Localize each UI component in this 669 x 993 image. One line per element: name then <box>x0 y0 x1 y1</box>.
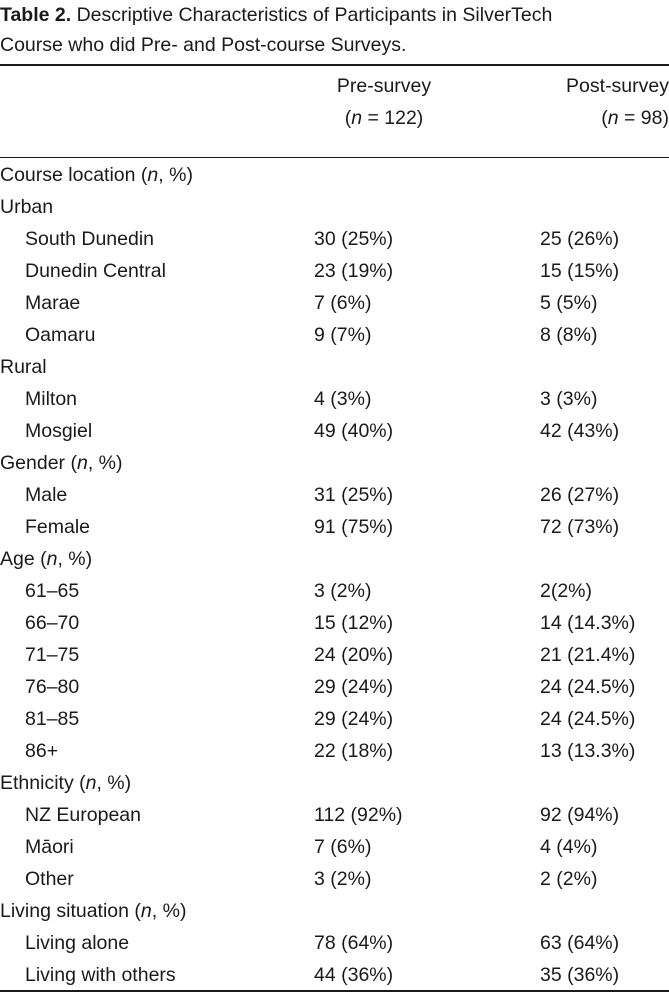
row-label: Male <box>25 484 68 506</box>
table-row <box>0 831 669 863</box>
table-section-row <box>0 447 669 479</box>
row-label: Ethnicity (n, %) <box>0 772 132 794</box>
pre-survey-cell: 31 (25%) <box>314 484 394 506</box>
table-section-row <box>0 895 669 927</box>
table-row <box>0 479 669 511</box>
row-label: NZ European <box>25 804 141 826</box>
post-survey-cell: 24 (24.5%) <box>540 708 636 730</box>
row-label: 71–75 <box>25 644 80 666</box>
table-caption <box>0 0 669 60</box>
table-row <box>0 575 669 607</box>
caption-label: Table 2. <box>0 4 72 26</box>
column-header-pre <box>304 70 464 134</box>
table-row <box>0 703 669 735</box>
row-label: Living situation (n, %) <box>0 900 187 922</box>
post-survey-title: Post-survey <box>566 75 669 97</box>
post-survey-cell: 26 (27%) <box>540 484 620 506</box>
post-survey-cell: 15 (15%) <box>540 260 620 282</box>
post-survey-cell: 63 (64%) <box>540 932 620 954</box>
table-row <box>0 927 669 959</box>
table-row <box>0 223 669 255</box>
pre-survey-cell: 15 (12%) <box>314 612 394 634</box>
row-label: Mosgiel <box>25 420 93 442</box>
post-survey-n: (n = 98) <box>601 107 669 129</box>
row-label: Gender (n, %) <box>0 452 123 474</box>
pre-survey-cell: 22 (18%) <box>314 740 394 762</box>
post-survey-cell: 35 (36%) <box>540 964 620 986</box>
post-survey-cell: 13 (13.3%) <box>540 740 636 762</box>
pre-survey-cell: 24 (20%) <box>314 644 394 666</box>
row-label: 61–65 <box>25 580 80 602</box>
row-label: Living with others <box>25 964 176 986</box>
pre-survey-title: Pre-survey <box>336 75 432 97</box>
table-row <box>0 959 669 991</box>
row-label: Marae <box>25 292 81 314</box>
pre-survey-cell: 3 (2%) <box>314 868 372 890</box>
row-label: Age (n, %) <box>0 548 93 570</box>
post-survey-cell: 2(2%) <box>540 580 593 602</box>
row-label: Urban <box>0 196 54 218</box>
caption-line-1 <box>0 0 669 30</box>
post-survey-cell: 24 (24.5%) <box>540 676 636 698</box>
table-row <box>0 415 669 447</box>
post-survey-cell: 5 (5%) <box>540 292 598 314</box>
post-survey-cell: 8 (8%) <box>540 324 598 346</box>
pre-survey-cell: 3 (2%) <box>314 580 372 602</box>
pre-survey-cell: 7 (6%) <box>314 836 372 858</box>
pre-survey-cell: 9 (7%) <box>314 324 372 346</box>
post-survey-cell: 25 (26%) <box>540 228 620 250</box>
table-row <box>0 511 669 543</box>
pre-survey-cell: 112 (92%) <box>314 804 403 826</box>
row-label: Other <box>25 868 74 890</box>
table-section-row <box>0 543 669 575</box>
table-section-row <box>0 159 669 191</box>
caption-text-2: Course who did Pre- and Post-course Surveys. <box>0 34 407 56</box>
row-label: Māori <box>25 836 74 858</box>
pre-survey-cell: 29 (24%) <box>314 708 394 730</box>
row-label: 86+ <box>25 740 59 762</box>
table-row <box>0 639 669 671</box>
pre-survey-cell: 44 (36%) <box>314 964 394 986</box>
table-row <box>0 287 669 319</box>
row-label: Milton <box>25 388 78 410</box>
table-section-row <box>0 351 669 383</box>
pre-survey-n: (n = 122) <box>344 107 424 129</box>
post-survey-cell: 14 (14.3%) <box>540 612 636 634</box>
post-survey-cell: 2 (2%) <box>540 868 598 890</box>
post-survey-cell: 42 (43%) <box>540 420 620 442</box>
pre-survey-cell: 78 (64%) <box>314 932 394 954</box>
table-row <box>0 863 669 895</box>
bottom-rule <box>0 990 669 992</box>
pre-survey-cell: 23 (19%) <box>314 260 394 282</box>
top-rule <box>0 64 669 66</box>
pre-survey-cell: 7 (6%) <box>314 292 372 314</box>
table-section-row <box>0 191 669 223</box>
row-label: Living alone <box>25 932 130 954</box>
table-row <box>0 255 669 287</box>
table-row <box>0 799 669 831</box>
row-label: Course location (n, %) <box>0 164 193 186</box>
row-label: 66–70 <box>25 612 80 634</box>
table-row <box>0 671 669 703</box>
post-survey-cell: 21 (21.4%) <box>540 644 636 666</box>
header-rule <box>0 157 669 158</box>
post-survey-cell: 4 (4%) <box>540 836 598 858</box>
pre-survey-cell: 91 (75%) <box>314 516 394 538</box>
row-label: 76–80 <box>25 676 80 698</box>
table-row <box>0 735 669 767</box>
row-label: Dunedin Central <box>25 260 166 282</box>
table-section-row <box>0 767 669 799</box>
row-label: Female <box>25 516 91 538</box>
post-survey-cell: 3 (3%) <box>540 388 598 410</box>
table-row <box>0 319 669 351</box>
table-row <box>0 607 669 639</box>
pre-survey-cell: 29 (24%) <box>314 676 394 698</box>
pre-survey-cell: 49 (40%) <box>314 420 394 442</box>
row-label: South Dunedin <box>25 228 155 250</box>
post-survey-cell: 72 (73%) <box>540 516 620 538</box>
column-header-post <box>532 70 669 134</box>
caption-text-1: Descriptive Characteristics of Participants in SilverTech <box>76 4 553 26</box>
row-label: Oamaru <box>25 324 96 346</box>
post-survey-cell: 92 (94%) <box>540 804 620 826</box>
row-label: Rural <box>0 356 47 378</box>
pre-survey-cell: 4 (3%) <box>314 388 372 410</box>
row-label: 81–85 <box>25 708 80 730</box>
table-row <box>0 383 669 415</box>
pre-survey-cell: 30 (25%) <box>314 228 394 250</box>
